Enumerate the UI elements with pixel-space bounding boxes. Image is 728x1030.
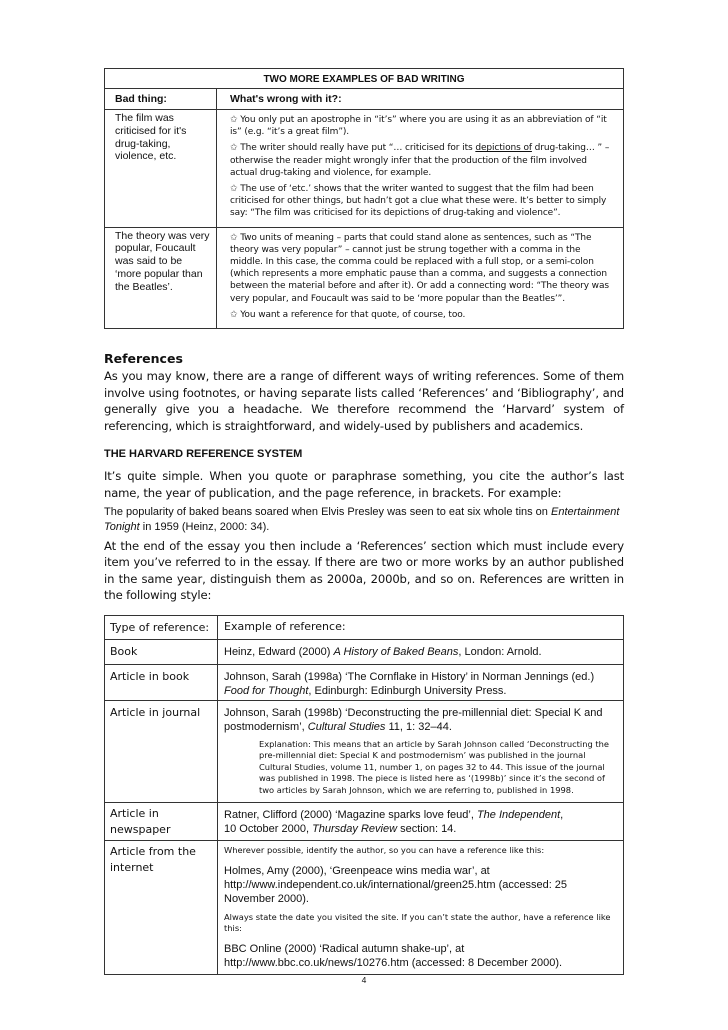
harvard-para-2: At the end of the essay you then include a ‘References’ section which must include every item you’ve referred to in the essay. If there are two or more works by an author published in the same year, distinguish them as 2000a, 2000b, and so on. References are written in the following style:: [104, 538, 624, 603]
page-number: 4: [361, 975, 367, 985]
star-bullet-icon: ✩: [230, 184, 238, 195]
explanation-point: [230, 309, 613, 321]
citation-example: [104, 505, 624, 535]
ref-text: Johnson, Sarah (1998a) ‘The Cornflake in History’ in Norman Jennings (ed.): [224, 670, 595, 683]
references-heading: References: [104, 351, 183, 367]
reference-type: Article in book: [105, 665, 218, 700]
harvard-para-1: It’s quite simple. When you quote or paraphrase something, you cite the author’s last name, the year of publication, and the page reference, in brackets. For example:: [104, 469, 624, 501]
ref-text: ,: [560, 809, 564, 822]
col-whats-wrong-header: What's wrong with it?:: [230, 93, 342, 105]
ref-text: 10 October 2000,: [224, 823, 313, 836]
reference-type: Article in newspaper: [105, 803, 218, 840]
reference-example: [218, 803, 623, 840]
bad-writing-title: TWO MORE EXAMPLES OF BAD WRITING: [105, 69, 623, 89]
ref-title: Thursday Review: [312, 823, 398, 836]
col-type-header: Type of reference:: [105, 616, 218, 640]
explanation-point: [230, 232, 613, 305]
table-row: [105, 665, 623, 701]
explanation-cell: [217, 110, 623, 227]
internet-reference: Holmes, Amy (2000), ‘Greenpeace wins media war’, at http://www.independent.co.uk/international/green25.htm (accessed: 25 November 2000).: [224, 865, 568, 906]
point-text: Two units of meaning – parts that could stand alone as sentences, such as “The theory was very popular” – cannot just be strung together with a comma in the middle. In this case, the comma could be replaced with a full stop, or a semi-colon (which represents a more emphatic pause than a comma, and suggests a connection between the material before and after it). Or add a connecting word: “The theory was very popular, and Foucault was said to be ‘more popular than the Beatles’”.: [230, 232, 609, 304]
point-text: The writer should really have put “… criticised for its: [240, 143, 476, 154]
reference-style-table: [104, 615, 624, 976]
underlined-text: depictions of: [475, 143, 532, 154]
ref-title: Cultural Studies: [307, 720, 386, 733]
example-title: Entertainment Tonight: [104, 505, 620, 533]
table-row: [105, 640, 623, 665]
ref-text: Heinz, Edward (2000): [224, 646, 334, 659]
reference-example: [218, 640, 623, 664]
ref-title: Food for Thought: [224, 684, 309, 697]
star-bullet-icon: ✩: [230, 309, 238, 320]
internet-reference: BBC Online (2000) ‘Radical autumn shake-up’, at http://www.bbc.co.uk/news/10276.htm (accessed: 8 December 2000).: [224, 943, 563, 970]
bad-writing-header-row: [105, 89, 623, 110]
table-row: [105, 803, 623, 841]
bad-thing-text: The film was criticised for it's drug-taking, violence, etc.: [105, 110, 217, 227]
example-text: in 1959 (Heinz, 2000: 34).: [139, 520, 270, 533]
explanation-point: [230, 142, 613, 179]
ref-text: , Edinburgh: Edinburgh University Press.: [308, 684, 507, 697]
reference-type: Book: [105, 640, 218, 664]
table-row: [105, 110, 623, 228]
journal-explanation: Explanation: This means that an article by Sarah Johnson called ‘Deconstructing the pre-millennial diet: Special K and postmodernism’ was published in the journal Cultural Studies, volume 11, number 1, on pages 32 to 44. This issue of the journal was published in 1998. The piece is listed here as ‘(1998b)’ since it’s the second of two articles by Sarah Johnson, which we are referring to, published in 1998.: [259, 738, 610, 795]
ref-title: The Independent: [476, 809, 561, 822]
bad-thing-text: The theory was very popular, Foucault was said to be ‘more popular than the Beatles’.: [105, 228, 217, 328]
table-row: [105, 228, 623, 328]
bad-writing-table: [104, 68, 624, 329]
ref-text: section: 14.: [397, 823, 457, 836]
reference-example: [218, 701, 623, 803]
page-content: [104, 68, 624, 975]
ref-text: Johnson, Sarah (1998b) ‘Deconstructing the pre-millennial diet: Special K and postmodernism’,: [224, 706, 603, 733]
reference-example: [218, 665, 623, 700]
explanation-cell: [217, 228, 623, 328]
internet-tip: Always state the date you visited the site. If you can’t state the author, have a reference like this:: [224, 912, 611, 934]
ref-text: 11, 1: 32–44.: [385, 720, 452, 733]
point-text: The use of ‘etc.’ shows that the writer wanted to suggest that the film had been criticised for other things, but hadn’t got a clue what these were. It’s better to simply say: “The film was criticised for its depictions of drug-taking and violence”.: [230, 184, 607, 219]
point-text: You only put an apostrophe in “it’s” where you are using it as an abbreviation of “it is” (e.g. “it’s a great film”).: [230, 115, 607, 138]
ref-title: A History of Baked Beans: [333, 646, 459, 659]
reference-type: Article from the internet: [105, 841, 218, 974]
table-row: [105, 701, 623, 804]
internet-tip: Wherever possible, identify the author, so you can have a reference like this:: [224, 845, 545, 856]
example-text: The popularity of baked beans soared when Elvis Presley was seen to eat six whole tins on: [104, 505, 551, 518]
point-text: You want a reference for that quote, of course, too.: [240, 309, 466, 320]
explanation-point: [230, 183, 613, 220]
point-text: drug-taking… ” – otherwise the reader might wrongly infer that the production of the film involved actual drug-taking and violence, for example.: [230, 143, 610, 178]
star-bullet-icon: ✩: [230, 232, 238, 243]
table-row: [105, 841, 623, 974]
star-bullet-icon: ✩: [230, 115, 238, 125]
reference-type: Article in journal: [105, 701, 218, 803]
harvard-heading: THE HARVARD REFERENCE SYSTEM: [104, 448, 303, 461]
reference-example: [218, 841, 623, 974]
col-bad-thing-header: Bad thing:: [105, 89, 217, 109]
reference-header-row: [105, 616, 623, 641]
ref-text: , London: Arnold.: [458, 646, 542, 659]
star-bullet-icon: ✩: [230, 143, 238, 154]
explanation-point: [230, 114, 613, 138]
ref-text: Ratner, Clifford (2000) ‘Magazine sparks love feud’,: [224, 809, 477, 822]
col-example-header: Example of reference:: [224, 619, 346, 633]
references-intro: As you may know, there are a range of different ways of writing references. Some of them involve using footnotes, or having separate lists called ‘References’ and ‘Bibliography’, and generally give you a headache. We therefore recommend the ‘Harvard’ system of referencing, which is straightforward, and widely-used by publishers and academics.: [104, 369, 624, 433]
